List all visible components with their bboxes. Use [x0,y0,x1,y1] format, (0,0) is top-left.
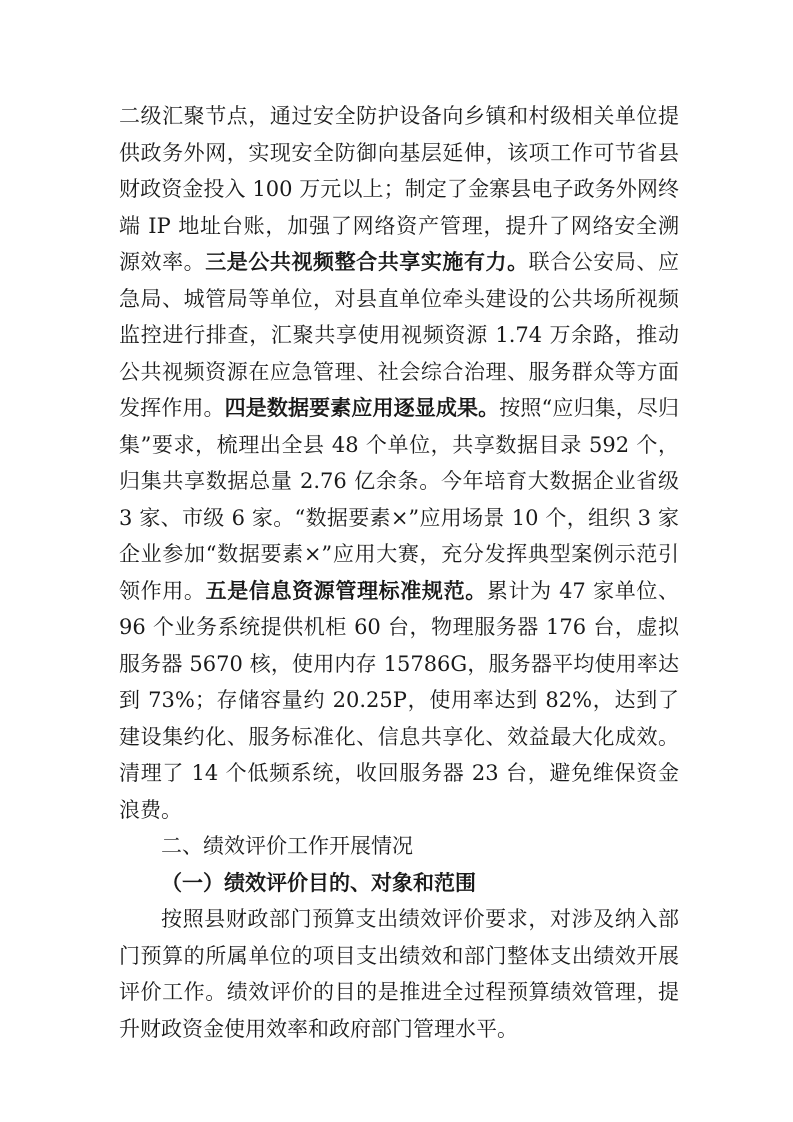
highlight-video-sharing: 三是公共视频整合共享实施有力。 [205,250,529,274]
subsection-heading: （一）绩效评价目的、对象和范围 [161,870,476,895]
paragraph-text-network: 二级汇聚节点，通过安全防护设备向乡镇和村级相关单位提供政务外网，实现安全防御向基层延伸，该项工作可节省县财政资金投入 100 万元以上；制定了金寨县电子政务外网终端 IP 地址台账，加强了网络资产管理，提升了网络安全溯源效率。 [119,104,679,274]
highlight-data-elements: 四是数据要素应用逐显成果。 [224,396,500,420]
document-body [119,98,679,1047]
paragraph-text-data: 按照“应归集，尽归集”要求，梳理出全县 48 个单位，共享数据目录 592 个，归集共享数据总量 2.76 亿余条。今年培育大数据企业省级 3 家、市级 6 家。“数据要素×”应用场景 10 个，组织 3 家企业参加“数据要素×”应用大赛，充分发挥典型案例示范引领作用。 [119,396,679,603]
paragraph-text-video: 联合公安局、应急局、城管局等单位，对县直单位牵头建设的公共场所视频监控进行排查，汇聚共享使用视频资源 1.74 万余路，推动公共视频资源在应急管理、社会综合治理、服务群众等方面发挥作用。 [119,250,680,420]
paragraph-performance-summary [119,98,679,828]
paragraph-text-resources: 累计为 47 家单位、96 个业务系统提供机柜 60 台，物理服务器 176 台，虚拟服务器 5670 核，使用内存 15786G，服务器平均使用率达到 73%；存储容量约 20.25P，使用率达到 82%，达到了建设集约化、服务标准化、信息共享化、效益最大化成效。清理了 14 个低频系统，收回服务器 23 台，避免维保资金浪费。 [119,578,680,822]
section-heading: 二、绩效评价工作开展情况 [161,834,413,858]
highlight-resource-management: 五是信息资源管理标准规范。 [205,578,487,603]
subsection-body: 按照县财政部门预算支出绩效评价要求，对涉及纳入部门预算的所属单位的项目支出绩效和部门整体支出绩效开展评价工作。绩效评价的目的是推进全过程预算绩效管理，提升财政资金使用效率和政府部门管理水平。 [119,907,679,1041]
